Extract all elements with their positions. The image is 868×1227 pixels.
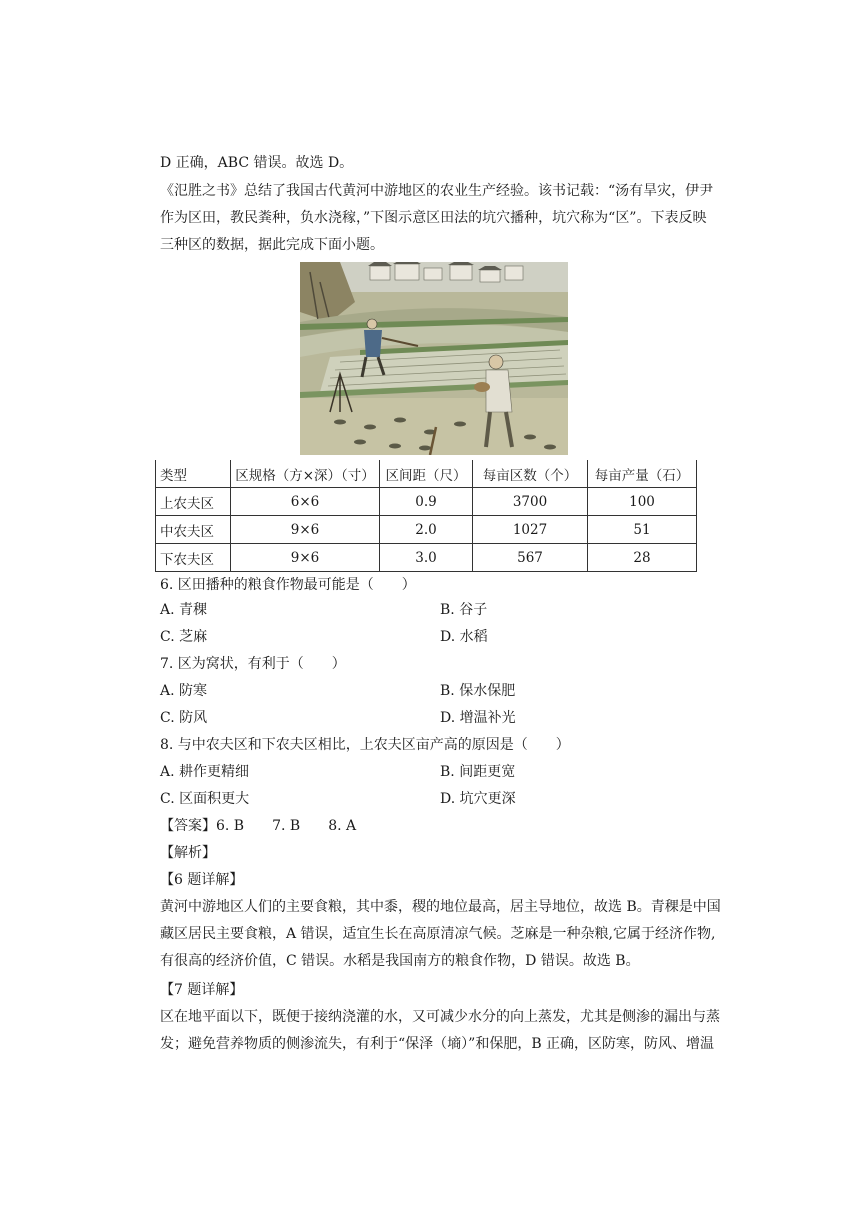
detail-7-paragraph (160, 1004, 720, 1058)
table-cell: 3.0 (380, 544, 473, 572)
option-8d[interactable]: D. 坑穴更深 (440, 791, 516, 807)
option-7d[interactable]: D. 增温补光 (440, 710, 516, 726)
table-row (156, 488, 697, 516)
district-data-table (155, 460, 697, 572)
detail-7-label: 【7 题详解】 (160, 982, 244, 998)
prev-answer-line: D 正确，ABC 错误。故选 D。 (160, 155, 354, 171)
table-row (156, 544, 697, 572)
detail-6-paragraph (160, 894, 721, 975)
analysis-label: 【解析】 (160, 845, 216, 861)
question-7-stem: 7. 区为窝状，有利于（ ） (160, 656, 346, 672)
table-header-cell: 每亩区数（个） (473, 460, 588, 488)
option-6d[interactable]: D. 水稻 (440, 629, 488, 645)
table-cell: 3700 (473, 488, 588, 516)
option-8b[interactable]: B. 间距更宽 (440, 764, 516, 780)
table-header-cell: 区间距（尺） (380, 460, 473, 488)
table-header-cell: 区规格（方×深）（寸） (231, 460, 380, 488)
detail-line: 发；避免营养物质的侧渗流失，有利于“保泽（墒）”和保肥，B 正确，区防寒，防风、增温 (160, 1036, 715, 1052)
table-header-cell: 每亩产量（石） (588, 460, 697, 488)
detail-6-label: 【6 题详解】 (160, 872, 244, 888)
table-row (156, 516, 697, 544)
detail-line: 有很高的经济价值，C 错误。水稻是我国南方的粮食作物，D 错误。故选 B。 (160, 953, 640, 969)
option-7a[interactable]: A. 防寒 (160, 683, 208, 699)
intro-line: 《氾胜之书》总结了我国古代黄河中游地区的农业生产经验。该书记载：“汤有旱灾，伊尹 (160, 183, 714, 199)
table-cell: 567 (473, 544, 588, 572)
option-6a[interactable]: A. 青稞 (160, 602, 208, 618)
table-header-cell: 类型 (156, 460, 231, 488)
table-cell: 51 (588, 516, 697, 544)
detail-line: 藏区居民主要食粮，A 错误，适宜生长在高原清凉气候。芝麻是一种杂粮,它属于经济作物, (160, 926, 716, 942)
table-cell: 1027 (473, 516, 588, 544)
farming-illustration (300, 262, 568, 455)
table-cell: 9×6 (231, 516, 380, 544)
option-7b[interactable]: B. 保水保肥 (440, 683, 516, 699)
table-cell: 9×6 (231, 544, 380, 572)
detail-line: 区在地平面以下，既便于接纳浇灌的水，又可减少水分的向上蒸发，尤其是侧渗的漏出与蒸 (160, 1009, 720, 1025)
intro-line: 三种区的数据，据此完成下面小题。 (160, 237, 384, 253)
question-6-stem: 6. 区田播种的粮食作物最可能是（ ） (160, 577, 416, 593)
option-8a[interactable]: A. 耕作更精细 (160, 764, 250, 780)
table-cell: 下农夫区 (156, 544, 231, 572)
table-cell: 28 (588, 544, 697, 572)
intro-paragraph (160, 178, 712, 259)
intro-line: 作为区田，教民粪种，负水浇稼，”下图示意区田法的坑穴播种，坑穴称为“区”。下表反映 (160, 210, 707, 226)
farming-illustration-svg (300, 262, 568, 455)
detail-line: 黄河中游地区人们的主要食粮，其中黍，稷的地位最高，居主导地位，故选 B。青稞是中国 (160, 899, 721, 915)
table-cell: 中农夫区 (156, 516, 231, 544)
table-header-row (156, 460, 697, 488)
question-8-stem: 8. 与中农夫区和下农夫区相比，上农夫区亩产高的原因是（ ） (160, 737, 570, 753)
table-cell: 6×6 (231, 488, 380, 516)
table-cell: 0.9 (380, 488, 473, 516)
option-7c[interactable]: C. 防风 (160, 710, 208, 726)
option-6c[interactable]: C. 芝麻 (160, 629, 208, 645)
answer-line: 【答案】6. B 7. B 8. A (160, 818, 357, 834)
table-cell: 100 (588, 488, 697, 516)
table-cell: 上农夫区 (156, 488, 231, 516)
table-cell: 2.0 (380, 516, 473, 544)
option-8c[interactable]: C. 区面积更大 (160, 791, 250, 807)
option-6b[interactable]: B. 谷子 (440, 602, 488, 618)
